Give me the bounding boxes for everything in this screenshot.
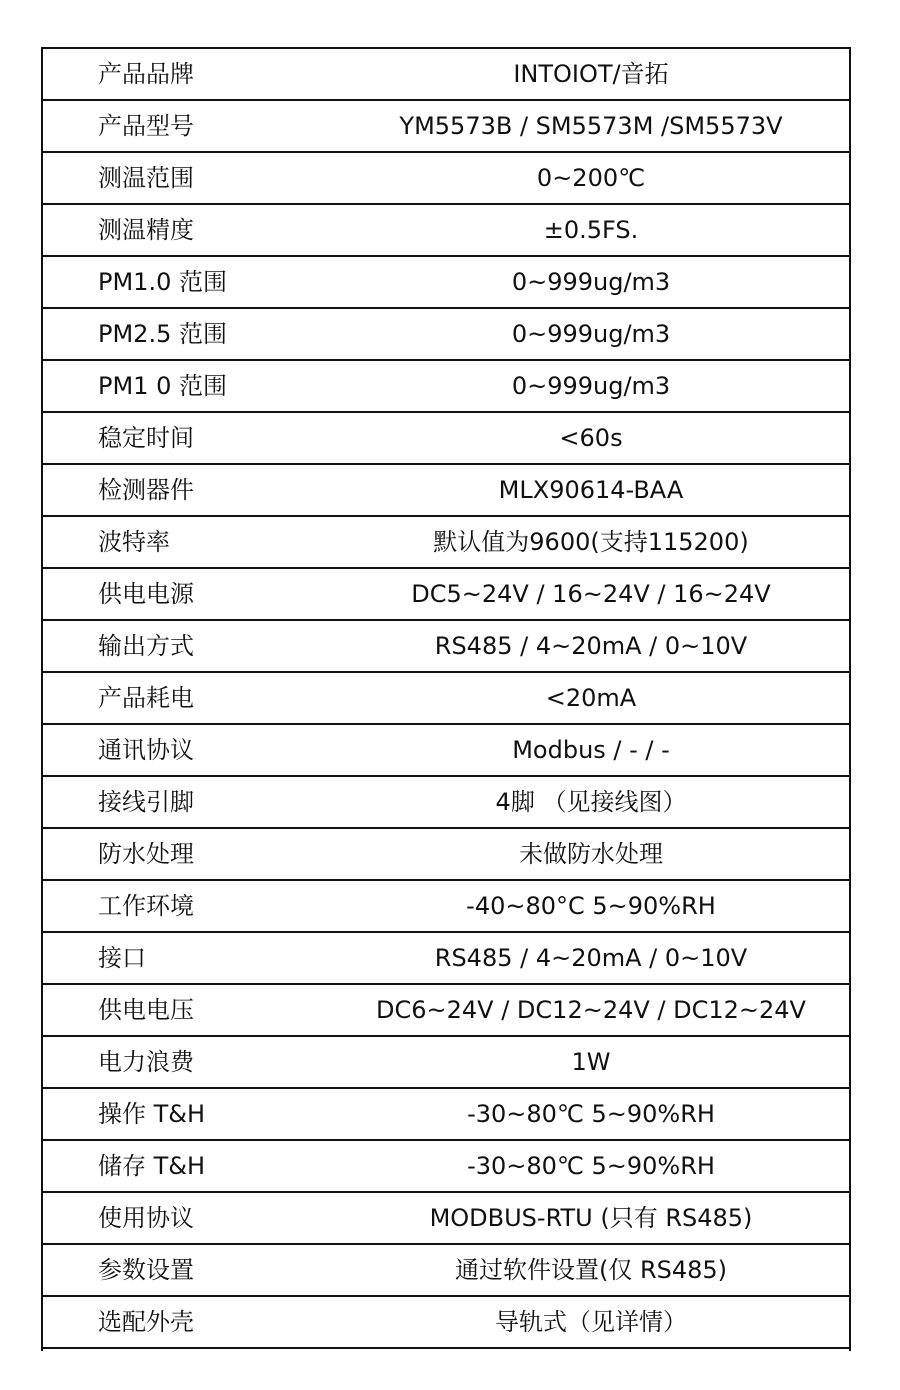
table-row (42, 1296, 850, 1348)
spec-label: 产品品牌 (42, 48, 330, 100)
spec-label: 电力浪费 (42, 1036, 330, 1088)
spec-value: 1W (330, 1036, 850, 1088)
table-row (42, 932, 850, 984)
table-row (42, 1036, 850, 1088)
spec-label: 储存 T&H (42, 1140, 330, 1192)
spec-value: MODBUS-RTU (只有 RS485) (330, 1192, 850, 1244)
table-row (42, 568, 850, 620)
spec-label: 供电电压 (42, 984, 330, 1036)
table-row (42, 256, 850, 308)
spec-value: YM5573B / SM5573M /SM5573V (330, 100, 850, 152)
spec-label: 接线引脚 (42, 776, 330, 828)
table-row (42, 672, 850, 724)
spec-value: MLX90614-BAA (330, 464, 850, 516)
spec-label: 产品型号 (42, 100, 330, 152)
table-row (42, 1192, 850, 1244)
spec-value: 未做防水处理 (330, 828, 850, 880)
spec-value: ±0.5FS. (330, 204, 850, 256)
spec-label: 选配外壳 (42, 1296, 330, 1348)
spec-value: 0~200℃ (330, 152, 850, 204)
spec-value: INTOIOT/音拓 (330, 48, 850, 100)
spec-label: 测温精度 (42, 204, 330, 256)
table-row (42, 620, 850, 672)
spec-label: 使用协议 (42, 1192, 330, 1244)
spec-label: 防水处理 (42, 828, 330, 880)
table-row (42, 204, 850, 256)
table-row (42, 464, 850, 516)
spec-value: RS485 / 4~20mA / 0~10V (330, 620, 850, 672)
spec-label: 稳定时间 (42, 412, 330, 464)
table-row (42, 152, 850, 204)
table-row (42, 828, 850, 880)
table-row (42, 516, 850, 568)
spec-label: 检测器件 (42, 464, 330, 516)
table-row (42, 412, 850, 464)
spec-value: DC5~24V / 16~24V / 16~24V (330, 568, 850, 620)
spec-label: 通讯协议 (42, 724, 330, 776)
table-row (42, 880, 850, 932)
spec-value: 通过软件设置(仅 RS485) (330, 1244, 850, 1296)
spec-value: 导轨式（见详情） (330, 1296, 850, 1348)
spec-value: DC6~24V / DC12~24V / DC12~24V (330, 984, 850, 1036)
spec-label: 测温范围 (42, 152, 330, 204)
spec-value: 0~999ug/m3 (330, 360, 850, 412)
spec-value: <20mA (330, 672, 850, 724)
spec-value: -30~80℃ 5~90%RH (330, 1088, 850, 1140)
table-row (42, 984, 850, 1036)
spec-value: 0~999ug/m3 (330, 308, 850, 360)
spec-value: 默认值为9600(支持115200) (330, 516, 850, 568)
spec-label: 波特率 (42, 516, 330, 568)
spec-table-body (42, 48, 850, 1348)
spec-label: 操作 T&H (42, 1088, 330, 1140)
spec-label: 输出方式 (42, 620, 330, 672)
spec-value: 4脚 （见接线图） (330, 776, 850, 828)
table-row (42, 724, 850, 776)
table-row (42, 1140, 850, 1192)
table-row (42, 308, 850, 360)
spec-value: -40~80°C 5~90%RH (330, 880, 850, 932)
spec-label: 参数设置 (42, 1244, 330, 1296)
spec-table (42, 47, 850, 1349)
spec-value: 0~999ug/m3 (330, 256, 850, 308)
spec-value: Modbus / - / - (330, 724, 850, 776)
spec-label: 供电电源 (42, 568, 330, 620)
table-row (42, 1088, 850, 1140)
spec-label: PM2.5 范围 (42, 308, 330, 360)
spec-value: RS485 / 4~20mA / 0~10V (330, 932, 850, 984)
spec-label: 产品耗电 (42, 672, 330, 724)
spec-label: 接口 (42, 932, 330, 984)
spec-value: <60s (330, 412, 850, 464)
spec-label: PM1.0 范围 (42, 256, 330, 308)
table-row (42, 1244, 850, 1296)
spec-value: -30~80℃ 5~90%RH (330, 1140, 850, 1192)
spec-label: PM1 0 范围 (42, 360, 330, 412)
table-row (42, 360, 850, 412)
spec-label: 工作环境 (42, 880, 330, 932)
table-row (42, 48, 850, 100)
table-row (42, 776, 850, 828)
table-row (42, 100, 850, 152)
